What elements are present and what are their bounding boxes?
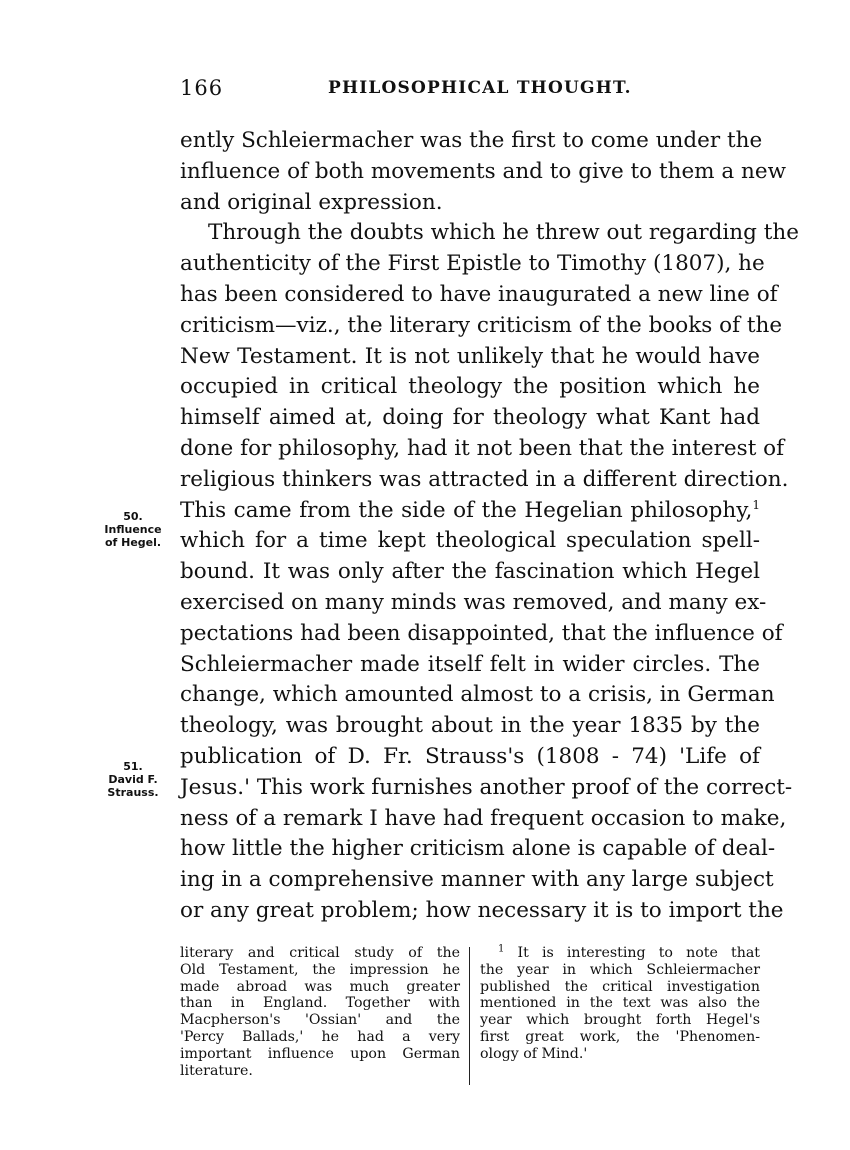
- body-line: Through the doubts which he threw out regarding the: [208, 220, 799, 246]
- footnote-column-divider: [469, 947, 470, 1085]
- body-line: bound. It was only after the fascination which Hegel: [180, 559, 760, 585]
- body-line: New Testament. It is not unlikely that he would have: [180, 343, 760, 369]
- body-line: or any great problem; how necessary it is to import the: [180, 897, 784, 923]
- body-line: ing in a comprehensive manner with any large subject: [180, 867, 774, 893]
- footnote-line: literature.: [180, 1062, 253, 1079]
- body-line: occupied in critical theology the position which he: [180, 374, 760, 400]
- body-line: and original expression.: [180, 189, 443, 215]
- body-line: himself aimed at, doing for theology what Kant had: [180, 405, 760, 431]
- page-number: 166: [180, 76, 224, 100]
- margin-note-number: 50.: [123, 510, 143, 523]
- footnote-line: year which brought forth Hegel's: [480, 1012, 760, 1029]
- footnote-continued: [180, 945, 460, 1079]
- body-line: criticism—viz., the literary criticism of the books of the: [180, 312, 783, 338]
- margin-note-line: of Hegel.: [104, 536, 162, 549]
- footnote-line: the year in which Schleiermacher: [480, 961, 760, 978]
- body-line: has been considered to have inaugurated a new line of: [180, 281, 778, 307]
- footnote-line-text: It is interesting to note that: [517, 945, 760, 961]
- margin-note-line: Strauss.: [107, 786, 159, 799]
- footnote-mark: 1: [498, 943, 505, 955]
- body-line: authenticity of the First Epistle to Timothy (1807), he: [180, 251, 765, 277]
- body-line: publication of D. Fr. Strauss's (1808 - 74) 'Life of: [180, 743, 760, 769]
- body-line: ness of a remark I have had frequent occasion to make,: [180, 805, 787, 831]
- margin-note-number: 51.: [123, 760, 143, 773]
- footnote-line: important influence upon German: [180, 1045, 460, 1062]
- body-line: how little the higher criticism alone is capable of deal-: [180, 836, 776, 862]
- body-line: religious thinkers was attracted in a different direction.: [180, 466, 789, 492]
- footnote-line: 'Percy Ballads,' he had a very: [180, 1028, 460, 1045]
- body-line: pectations had been disappointed, that the influence of: [180, 620, 783, 646]
- margin-note-david-strauss: [93, 760, 173, 799]
- body-line: ently Schleiermacher was the first to come under the: [180, 128, 763, 153]
- footnotes: [180, 945, 760, 1095]
- footnote-line: ology of Mind.': [480, 1045, 588, 1062]
- body-line: change, which amounted almost to a crisis, in German: [180, 682, 775, 708]
- body-line-text: This came from the side of the Hegelian philosophy,: [180, 497, 753, 523]
- footnote-line: Macpherson's 'Ossian' and the: [180, 1012, 460, 1029]
- body-line: Jesus.' This work furnishes another proof of the correct-: [180, 774, 793, 800]
- footnote-line: [480, 945, 760, 962]
- margin-note-influence-of-hegel: [93, 510, 173, 549]
- body-line: done for philosophy, had it not been that the interest of: [180, 435, 785, 461]
- body-line-with-footnote: [180, 496, 760, 527]
- body-line: which for a time kept theological speculation spell-: [180, 528, 760, 554]
- footnote-line: published the critical investigation: [480, 978, 760, 995]
- margin-note-line: Influence: [104, 523, 162, 536]
- body-text: [180, 126, 799, 927]
- footnote-line: mentioned in the text was also the: [480, 995, 760, 1012]
- body-line: influence of both movements and to give to them a new: [180, 158, 787, 184]
- running-head: PHILOSOPHICAL THOUGHT.: [328, 78, 632, 98]
- body-line: exercised on many minds was removed, and many ex-: [180, 589, 767, 615]
- footnote-1: [480, 945, 760, 1063]
- body-line: theology, was brought about in the year 1835 by the: [180, 713, 760, 739]
- footnote-line: Old Testament, the impression he: [180, 961, 460, 978]
- footnote-reference: 1: [752, 497, 760, 512]
- footnote-line: made abroad was much greater: [180, 978, 460, 995]
- footnote-line: first great work, the 'Phenomen-: [480, 1028, 760, 1045]
- footnote-line: than in England. Together with: [180, 995, 460, 1012]
- margin-note-line: David F.: [108, 773, 158, 786]
- footnote-line: literary and critical study of the: [180, 945, 460, 961]
- page-header: [180, 76, 760, 106]
- body-line: Schleiermacher made itself felt in wider circles. The: [180, 651, 760, 677]
